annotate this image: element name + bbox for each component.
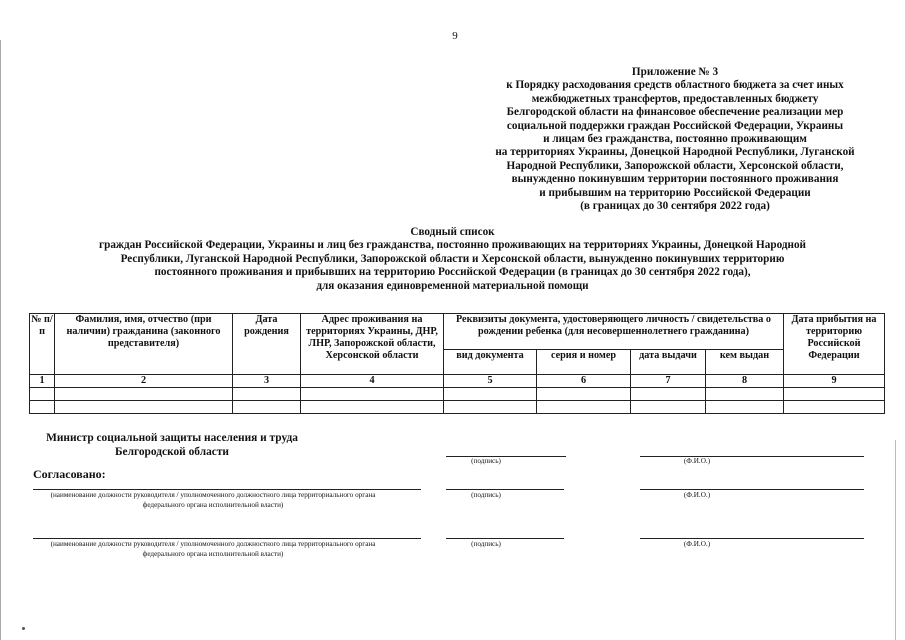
table-cell xyxy=(631,401,706,414)
table-row xyxy=(30,388,885,401)
table-cell xyxy=(631,388,706,401)
scan-speck xyxy=(22,627,25,630)
scan-edge xyxy=(895,440,896,640)
table-cell xyxy=(444,401,537,414)
title-line: Республики, Луганской Народной Республики, Запорожской области и Херсонской области, вынужденно покинувших территорию xyxy=(120,252,785,265)
header-doc-type: вид документа xyxy=(444,350,537,375)
fio-caption: (Ф.И.О.) xyxy=(683,540,711,548)
signature-caption: (подпись) xyxy=(471,491,501,499)
table-cell xyxy=(301,401,444,414)
summary-table xyxy=(29,313,885,414)
header-num: № п/п xyxy=(30,314,55,375)
fio-caption: (Ф.И.О.) xyxy=(683,491,711,499)
appendix-line: и лицам без гражданства, постоянно проживающим xyxy=(543,133,807,146)
column-number: 5 xyxy=(444,375,537,388)
table-cell xyxy=(55,401,233,414)
title-line: Сводный список xyxy=(410,226,495,238)
column-number: 8 xyxy=(706,375,784,388)
header-birth-date: Дата рождения xyxy=(233,314,301,375)
signature-caption: (подпись) xyxy=(471,540,501,548)
table-cell xyxy=(301,388,444,401)
table-cell xyxy=(784,401,885,414)
position-caption: (наименование должности руководителя / уполномоченного должностного лица территориального органа федерального органа исполнительной власти) xyxy=(50,491,376,509)
table-cell xyxy=(233,401,301,414)
signature-caption: (подпись) xyxy=(471,457,501,465)
minister-title: Министр социальной защиты населения и труда Белгородской области xyxy=(46,432,298,458)
header-arrival-date: Дата прибытия на территорию Российской Федерации xyxy=(784,314,885,375)
appendix-line: и прибывшим на территорию Российской Федерации xyxy=(539,186,811,199)
position-caption: (наименование должности руководителя / уполномоченного должностного лица территориального органа федерального органа исполнительной власти) xyxy=(50,540,376,558)
fio-line xyxy=(640,538,864,539)
column-number: 4 xyxy=(301,375,444,388)
appendix-line: Приложение № 3 xyxy=(631,66,719,78)
table-cell xyxy=(706,388,784,401)
signature-line xyxy=(446,538,564,539)
appendix-line: Белгородской области на финансовое обеспечение реализации мер xyxy=(506,106,844,119)
header-doc-series: серия и номер xyxy=(537,350,631,375)
agreed-label: Согласовано: xyxy=(33,467,106,481)
column-number: 1 xyxy=(30,375,55,388)
header-document-group: Реквизиты документа, удостоверяющего личность / свидетельства о рождении ребенка (для несовершеннолетнего гражданина) xyxy=(444,314,784,350)
title-line: граждан Российской Федерации, Украины и лиц без гражданства, постоянно проживающих на территориях Украины, Донецкой Народной xyxy=(99,239,806,252)
column-number: 7 xyxy=(631,375,706,388)
table-cell xyxy=(444,388,537,401)
header-doc-issuer: кем выдан xyxy=(706,350,784,375)
document-title xyxy=(0,226,905,293)
table-cell xyxy=(55,388,233,401)
position-line xyxy=(33,489,421,490)
page-number: 9 xyxy=(452,30,458,42)
header-address: Адрес проживания на территориях Украины, ДНР, ЛНР, Запорожской области, Херсонской области xyxy=(301,314,444,375)
fio-caption: (Ф.И.О.) xyxy=(683,457,711,465)
header-name: Фамилия, имя, отчество (при наличии) гражданина (законного представителя) xyxy=(55,314,233,375)
column-number: 2 xyxy=(55,375,233,388)
appendix-line: на территориях Украины, Донецкой Народной Республики, Луганской xyxy=(495,146,855,159)
table-cell xyxy=(537,388,631,401)
column-number: 9 xyxy=(784,375,885,388)
table-row xyxy=(30,401,885,414)
scan-edge xyxy=(0,40,1,640)
title-line: постоянного проживания и прибывших на территорию Российской Федерации (в границах до 30 сентября 2022 года), xyxy=(154,266,751,279)
appendix-line: межбюджетных трансфертов, предоставленных бюджету xyxy=(531,92,819,105)
signature-line xyxy=(446,489,564,490)
appendix-line: социальной поддержки граждан Российской Федерации, Украины xyxy=(506,119,844,132)
fio-line xyxy=(640,489,864,490)
table-cell xyxy=(233,388,301,401)
table-cell xyxy=(30,388,55,401)
appendix-line: Народной Республики, Запорожской области, Херсонской области, xyxy=(506,159,844,172)
table-cell xyxy=(784,388,885,401)
appendix-line: (в границах до 30 сентября 2022 года) xyxy=(580,200,770,213)
appendix-line: к Порядку расходования средств областного бюджета за счет иных xyxy=(506,79,844,92)
header-doc-date: дата выдачи xyxy=(631,350,706,375)
title-line: для оказания единовременной материальной помощи xyxy=(316,279,589,292)
appendix-line: вынужденно покинувшим территории постоянного проживания xyxy=(511,173,839,186)
table-cell xyxy=(537,401,631,414)
position-line xyxy=(33,538,421,539)
column-number-row xyxy=(30,375,885,388)
table-cell xyxy=(30,401,55,414)
column-number: 6 xyxy=(537,375,631,388)
table-cell xyxy=(706,401,784,414)
column-number: 3 xyxy=(233,375,301,388)
appendix-header xyxy=(440,66,905,213)
